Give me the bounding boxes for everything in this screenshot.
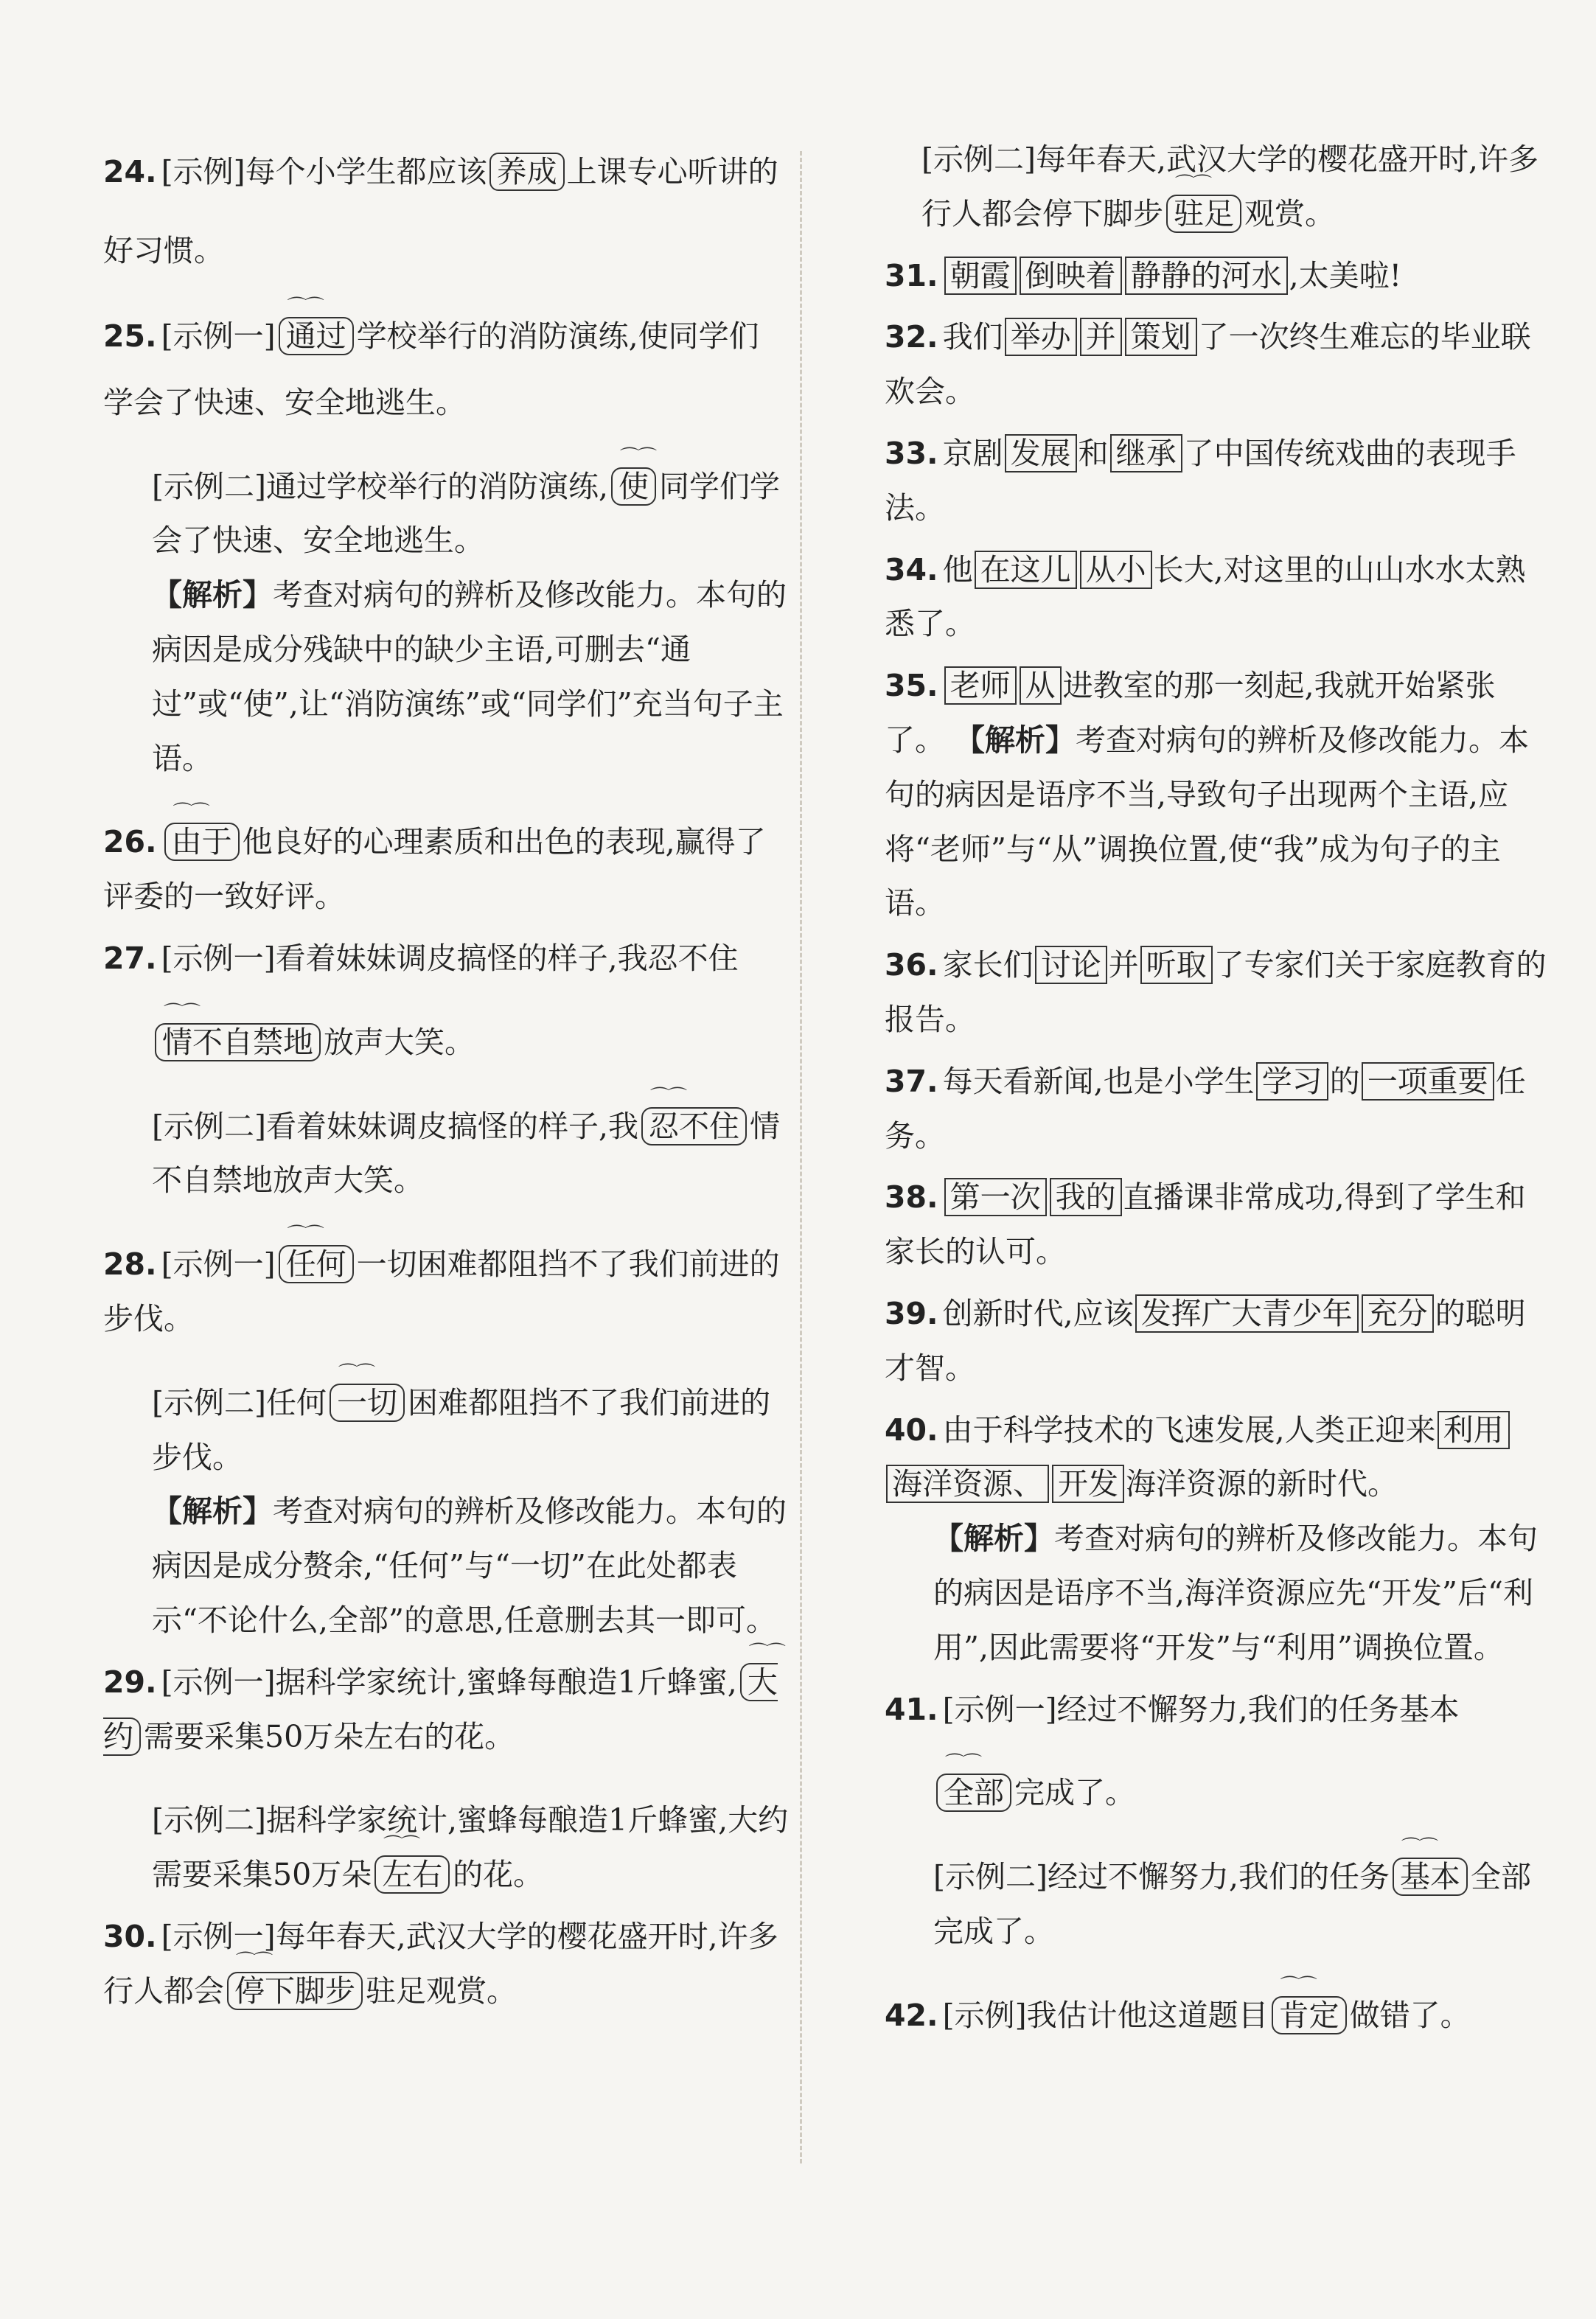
item-32: 32. 我们 举办 并 策划 了一次终生难忘的毕业联欢会。 bbox=[885, 319, 1531, 410]
item-25: 25. [示例一]⌒⌒ 通过 学校举行的消防演练,使同学们学会了快速、安全地逃生。 [示例二]通过学校举行的消防演练,⌒⌒ 使 同学们学会了快速、安全地逃生。 【解析】考查对病句的辨析及修改能力。本句的病因是成分残缺中的缺少主语,可删去“通过”或“使”,让“消防演练”或“同学们”充当句子主语。 bbox=[103, 297, 789, 786]
item-42: 42. [示例]我估计他这道题目⌒⌒ 肯定 做错了。 bbox=[885, 1989, 1548, 2043]
answer-box: ⌒⌒ 大约 bbox=[103, 1663, 778, 1756]
item-28: 28. [示例一]⌒⌒ 任何 一切困难都阻挡不了我们前进的步伐。 [示例二]任何⌒⌒ 一切 困难都阻挡不了我们前进的步伐。 【解析】考查对病句的辨析及修改能力。本句的病因是成分赘余,“任何”与“一切”在此处都表示“不论什么,全部”的意思,任意删去其一即可。 bbox=[103, 1238, 789, 1648]
answer-box: ⌒⌒ 左右 bbox=[374, 1855, 450, 1894]
item-38: 38. 第一次 我的 直播课非常成功,得到了学生和家长的认可。 bbox=[885, 1179, 1526, 1270]
item-35: 35. 老师 从 进教室的那一刻起,我就开始紧张了。 【解析】考查对病句的辨析及修改能力。本句的病因是语序不当,导致句子出现两个主语,应将“老师”与“从”调换位置,使“我”成为句子的主语。 bbox=[885, 668, 1530, 921]
answer-box: 养成 bbox=[489, 153, 565, 191]
answer-box: ⌒⌒ 停下脚步 bbox=[227, 1972, 363, 2010]
item-37: 37. 每天看新闻,也是小学生 学习 的 一项重要 任务。 bbox=[885, 1063, 1526, 1154]
analysis-tag: 【解析】 bbox=[152, 577, 273, 613]
item-26: 26.⌒⌒ 由于 他良好的心理素质和出色的表现,赢得了评委的一致好评。 bbox=[103, 815, 789, 924]
item-30-cont: [示例二]每年春天,武汉大学的樱花盛开时,许多行人都会停下脚步⌒⌒ 驻足 观赏。 bbox=[885, 133, 1548, 242]
item-24: 24. [示例]每个小学生都应该 养成 上课专心听讲的好习惯。 bbox=[103, 154, 778, 268]
answer-box: ⌒⌒ 使 bbox=[611, 467, 656, 506]
answer-box: ⌒⌒ 通过 bbox=[279, 317, 354, 355]
item-36: 36. 家长们 讨论 并 听取 了专家们关于家庭教育的报告。 bbox=[885, 947, 1547, 1037]
answer-box: ⌒⌒ 基本 bbox=[1393, 1858, 1468, 1896]
item-29: 29. [示例一]据科学家统计,蜜蜂每酿造1斤蜂蜜,⌒⌒ 大约 需要采集50万朵左右的花。 [示例二]据科学家统计,蜜蜂每酿造1斤蜂蜜,大约需要采集50万朵⌒⌒ 左右 的花。 bbox=[103, 1656, 789, 1903]
answer-box: ⌒⌒ 忍不住 bbox=[641, 1107, 747, 1145]
answer-box: ⌒⌒ 任何 bbox=[279, 1245, 354, 1283]
answer-box: ⌒⌒ 由于 bbox=[164, 823, 240, 861]
answer-box: ⌒⌒ 肯定 bbox=[1272, 1996, 1347, 2034]
item-27: 27. [示例一]看着妹妹调皮搞怪的样子,我忍不住 ⌒⌒ 情不自禁地 放声大笑。 [示例二]看着妹妹调皮搞怪的样子,我⌒⌒ 忍不住 情不自禁地放声大笑。 bbox=[103, 932, 789, 1208]
item-40: 40. 由于科学技术的飞速发展,人类正迎来 利用海洋资源、 开发 海洋资源的新时代。 【解析】考查对病句的辨析及修改能力。本句的病因是语序不当,海洋资源应先“开发”后“利用”,因此需要将“开发”与“利用”调换位置。 bbox=[885, 1412, 1538, 1665]
answer-box: ⌒⌒ 一切 bbox=[330, 1384, 405, 1422]
item-34: 34. 他 在这儿 从小 长大,对这里的山山水水太熟悉了。 bbox=[885, 551, 1526, 642]
answer-box: ⌒⌒ 情不自禁地 bbox=[155, 1023, 321, 1061]
left-column bbox=[103, 133, 789, 2026]
column-divider bbox=[800, 151, 802, 2163]
analysis-tag: 【解析】 bbox=[933, 1521, 1054, 1557]
answer-box: ⌒⌒ 全部 bbox=[936, 1774, 1011, 1812]
item-41: 41. [示例一]经过不懈努力,我们的任务基本 ⌒⌒ 全部 完成了。 [示例二]经过不懈努力,我们的任务⌒⌒ 基本 全部完成了。 bbox=[885, 1683, 1548, 1959]
item-30: 30. [示例一]每年春天,武汉大学的樱花盛开时,许多行人都会⌒⌒ 停下脚步 驻足观赏。 bbox=[103, 1910, 789, 2019]
item-39: 39. 创新时代,应该 发挥广大青少年 充分 的聪明才智。 bbox=[885, 1295, 1526, 1386]
analysis-tag: 【解析】 bbox=[152, 1493, 273, 1530]
analysis-tag: 【解析】 bbox=[955, 722, 1076, 758]
answer-box: ⌒⌒ 驻足 bbox=[1166, 195, 1241, 233]
item-33: 33. 京剧 发展 和 继承 了中国传统戏曲的表现手法。 bbox=[885, 435, 1516, 526]
item-31: 31. 朝霞 倒映着 静静的河水 ,太美啦! bbox=[885, 257, 1402, 293]
right-column bbox=[885, 133, 1548, 2051]
